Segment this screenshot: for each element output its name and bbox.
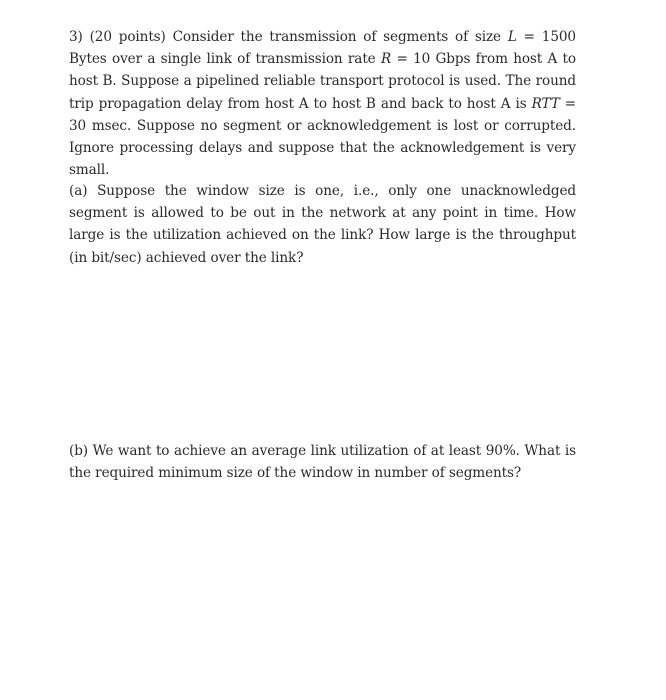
problem-statement xyxy=(69,26,576,181)
rtt-variable: RTT xyxy=(531,95,560,112)
part-a-question: (a) Suppose the window size is one, i.e., only one unacknowledged segment is allowed to be out in the network at any point in time. How large is the utilization achieved on the link? How large is the throughput (in bit/sec) achieved over the link? xyxy=(69,183,576,266)
problem-intro-text: Consider the transmission of segments of size xyxy=(172,29,502,45)
segment-size-text: = 1500 Bytes over a single link of transmission rate xyxy=(69,29,576,68)
part-b-question: (b) We want to achieve an average link utilization of at least 90%. What is the required minimum size of the window in number of segments? xyxy=(69,443,576,482)
problem-number-points: 3) (20 points) xyxy=(69,29,166,45)
rate-text: = 10 Gbps from host A to host B. Suppose a pipelined reliable transport protocol is used. The round trip propagation delay from host A to host B and back to host A is xyxy=(69,51,576,112)
rtt-text: = 30 msec. Suppose no segment or acknowledgement is lost or corrupted. Ignore processing delays and suppose that the acknowledgement is very small. xyxy=(69,95,576,179)
segment-size-variable: L xyxy=(507,29,517,45)
rate-variable: R xyxy=(380,51,392,68)
